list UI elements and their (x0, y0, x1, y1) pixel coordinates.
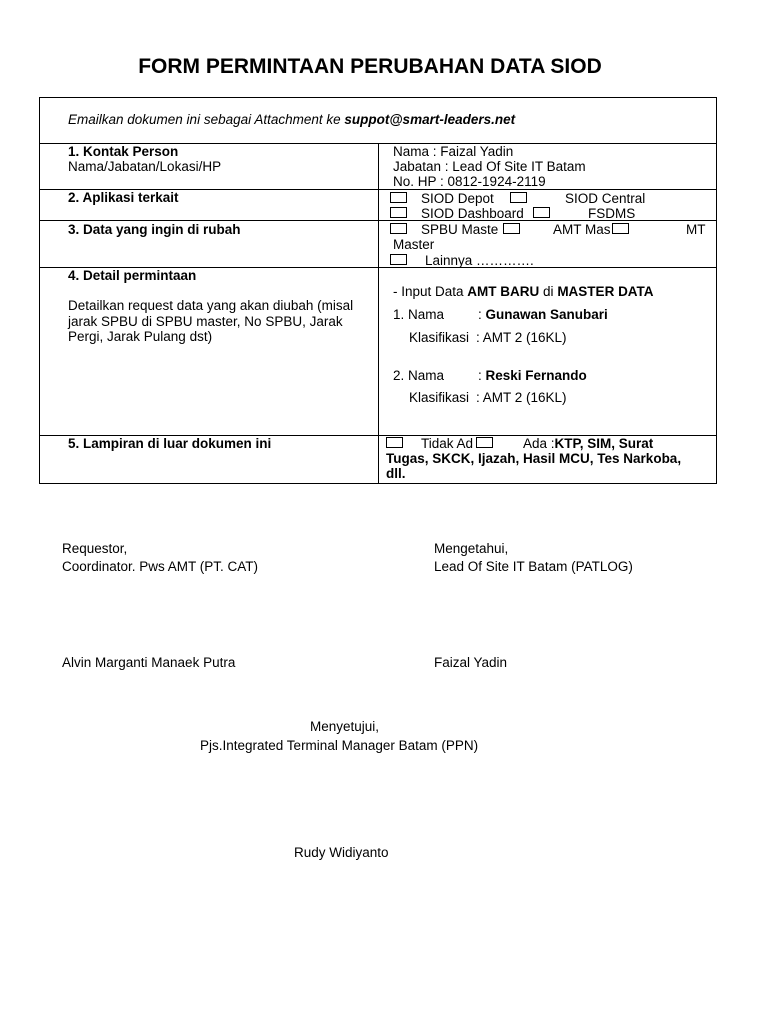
checkbox-siod-depot[interactable] (390, 192, 407, 203)
option-spbu-master: SPBU Maste (421, 222, 499, 237)
input-master-data: MASTER DATA (557, 284, 654, 299)
checkbox-lainnya[interactable] (390, 254, 407, 265)
checkbox-fsdms[interactable] (533, 207, 550, 218)
option-ada (523, 436, 653, 451)
row1-label: 1. Kontak Person (68, 144, 179, 159)
email-instruction-text: Emailkan dokumen ini sebagai Attachment ke (68, 112, 345, 127)
page-title: FORM PERMINTAAN PERUBAHAN DATA SIOD (138, 55, 602, 78)
contact-name: Nama : Faizal Yadin (393, 144, 514, 159)
input-data-line (393, 284, 654, 299)
checkbox-ada[interactable] (476, 437, 493, 448)
input-amt-baru: AMT BARU (467, 284, 540, 299)
approver-name: Rudy Widiyanto (294, 845, 389, 860)
requestor-name: Alvin Marganti Manaek Putra (62, 655, 236, 670)
entry1-colon: : (478, 307, 486, 322)
entry1-klasifikasi-value: : AMT 2 (16KL) (476, 330, 567, 345)
option-mt-master-cont: Master (393, 237, 435, 252)
contact-hp: No. HP : 0812-1924-2119 (393, 174, 546, 189)
requestor-role: Coordinator. Pws AMT (PT. CAT) (62, 559, 259, 574)
entry2-klasifikasi-label: Klasifikasi (409, 390, 470, 405)
entry1-nama-value (478, 307, 608, 322)
row2-label: 2. Aplikasi terkait (68, 190, 179, 205)
email-instruction (68, 112, 515, 127)
row5-label: 5. Lampiran di luar dokumen ini (68, 436, 272, 451)
option-siod-depot: SIOD Depot (421, 191, 494, 206)
approver-role: Pjs.Integrated Terminal Manager Batam (PPN) (200, 738, 479, 753)
row1-sublabel: Nama/Jabatan/Lokasi/HP (68, 159, 222, 174)
entry1-nama-label: 1. Nama (393, 307, 445, 322)
row4-label: 4. Detail permintaan (68, 268, 197, 283)
entry2-klasifikasi-value: : AMT 2 (16KL) (476, 390, 567, 405)
row4-description: Detailkan request data yang akan diubah (misal jarak SPBU di SPBU master, No SPBU, Jarak Pergi, Jarak Pulang dst) (68, 298, 354, 344)
attachment-docs-3: dll. (386, 466, 406, 481)
attachment-docs-1: KTP, SIM, Surat (554, 436, 654, 451)
option-mt-master: MT (686, 222, 706, 237)
email-address: suppot@smart-leaders.net (344, 112, 516, 127)
entry2-name: Reski Fernando (485, 368, 587, 383)
contact-jabatan: Jabatan : Lead Of Site IT Batam (393, 159, 586, 174)
option-amt-master: AMT Mas (553, 222, 611, 237)
checkbox-siod-central[interactable] (510, 192, 527, 203)
acknowledger-name: Faizal Yadin (434, 655, 508, 670)
input-prefix: - Input Data (393, 284, 468, 299)
entry2-nama-label: 2. Nama (393, 368, 445, 383)
input-mid: di (539, 284, 558, 299)
option-siod-dashboard: SIOD Dashboard (421, 206, 524, 221)
requestor-label: Requestor, (62, 541, 128, 556)
acknowledger-role: Lead Of Site IT Batam (PATLOG) (434, 559, 633, 574)
checkbox-mt-master[interactable] (612, 223, 629, 234)
row3-label: 3. Data yang ingin di rubah (68, 222, 241, 237)
option-tidak-ada: Tidak Ad (421, 436, 474, 451)
entry1-klasifikasi-label: Klasifikasi (409, 330, 470, 345)
option-ada-label: Ada : (523, 436, 555, 451)
checkbox-amt-master[interactable] (503, 223, 520, 234)
approver-label: Menyetujui, (310, 719, 380, 734)
option-lainnya: Lainnya …………. (425, 253, 534, 268)
option-fsdms: FSDMS (588, 206, 636, 221)
checkbox-tidak-ada[interactable] (386, 437, 403, 448)
option-siod-central: SIOD Central (565, 191, 646, 206)
checkbox-siod-dashboard[interactable] (390, 207, 407, 218)
attachment-docs-2: Tugas, SKCK, Ijazah, Hasil MCU, Tes Narkoba, (386, 451, 682, 466)
entry2-nama-value (478, 368, 587, 383)
acknowledger-label: Mengetahui, (434, 541, 509, 556)
checkbox-spbu-master[interactable] (390, 223, 407, 234)
entry2-colon: : (478, 368, 486, 383)
entry1-name: Gunawan Sanubari (485, 307, 608, 322)
